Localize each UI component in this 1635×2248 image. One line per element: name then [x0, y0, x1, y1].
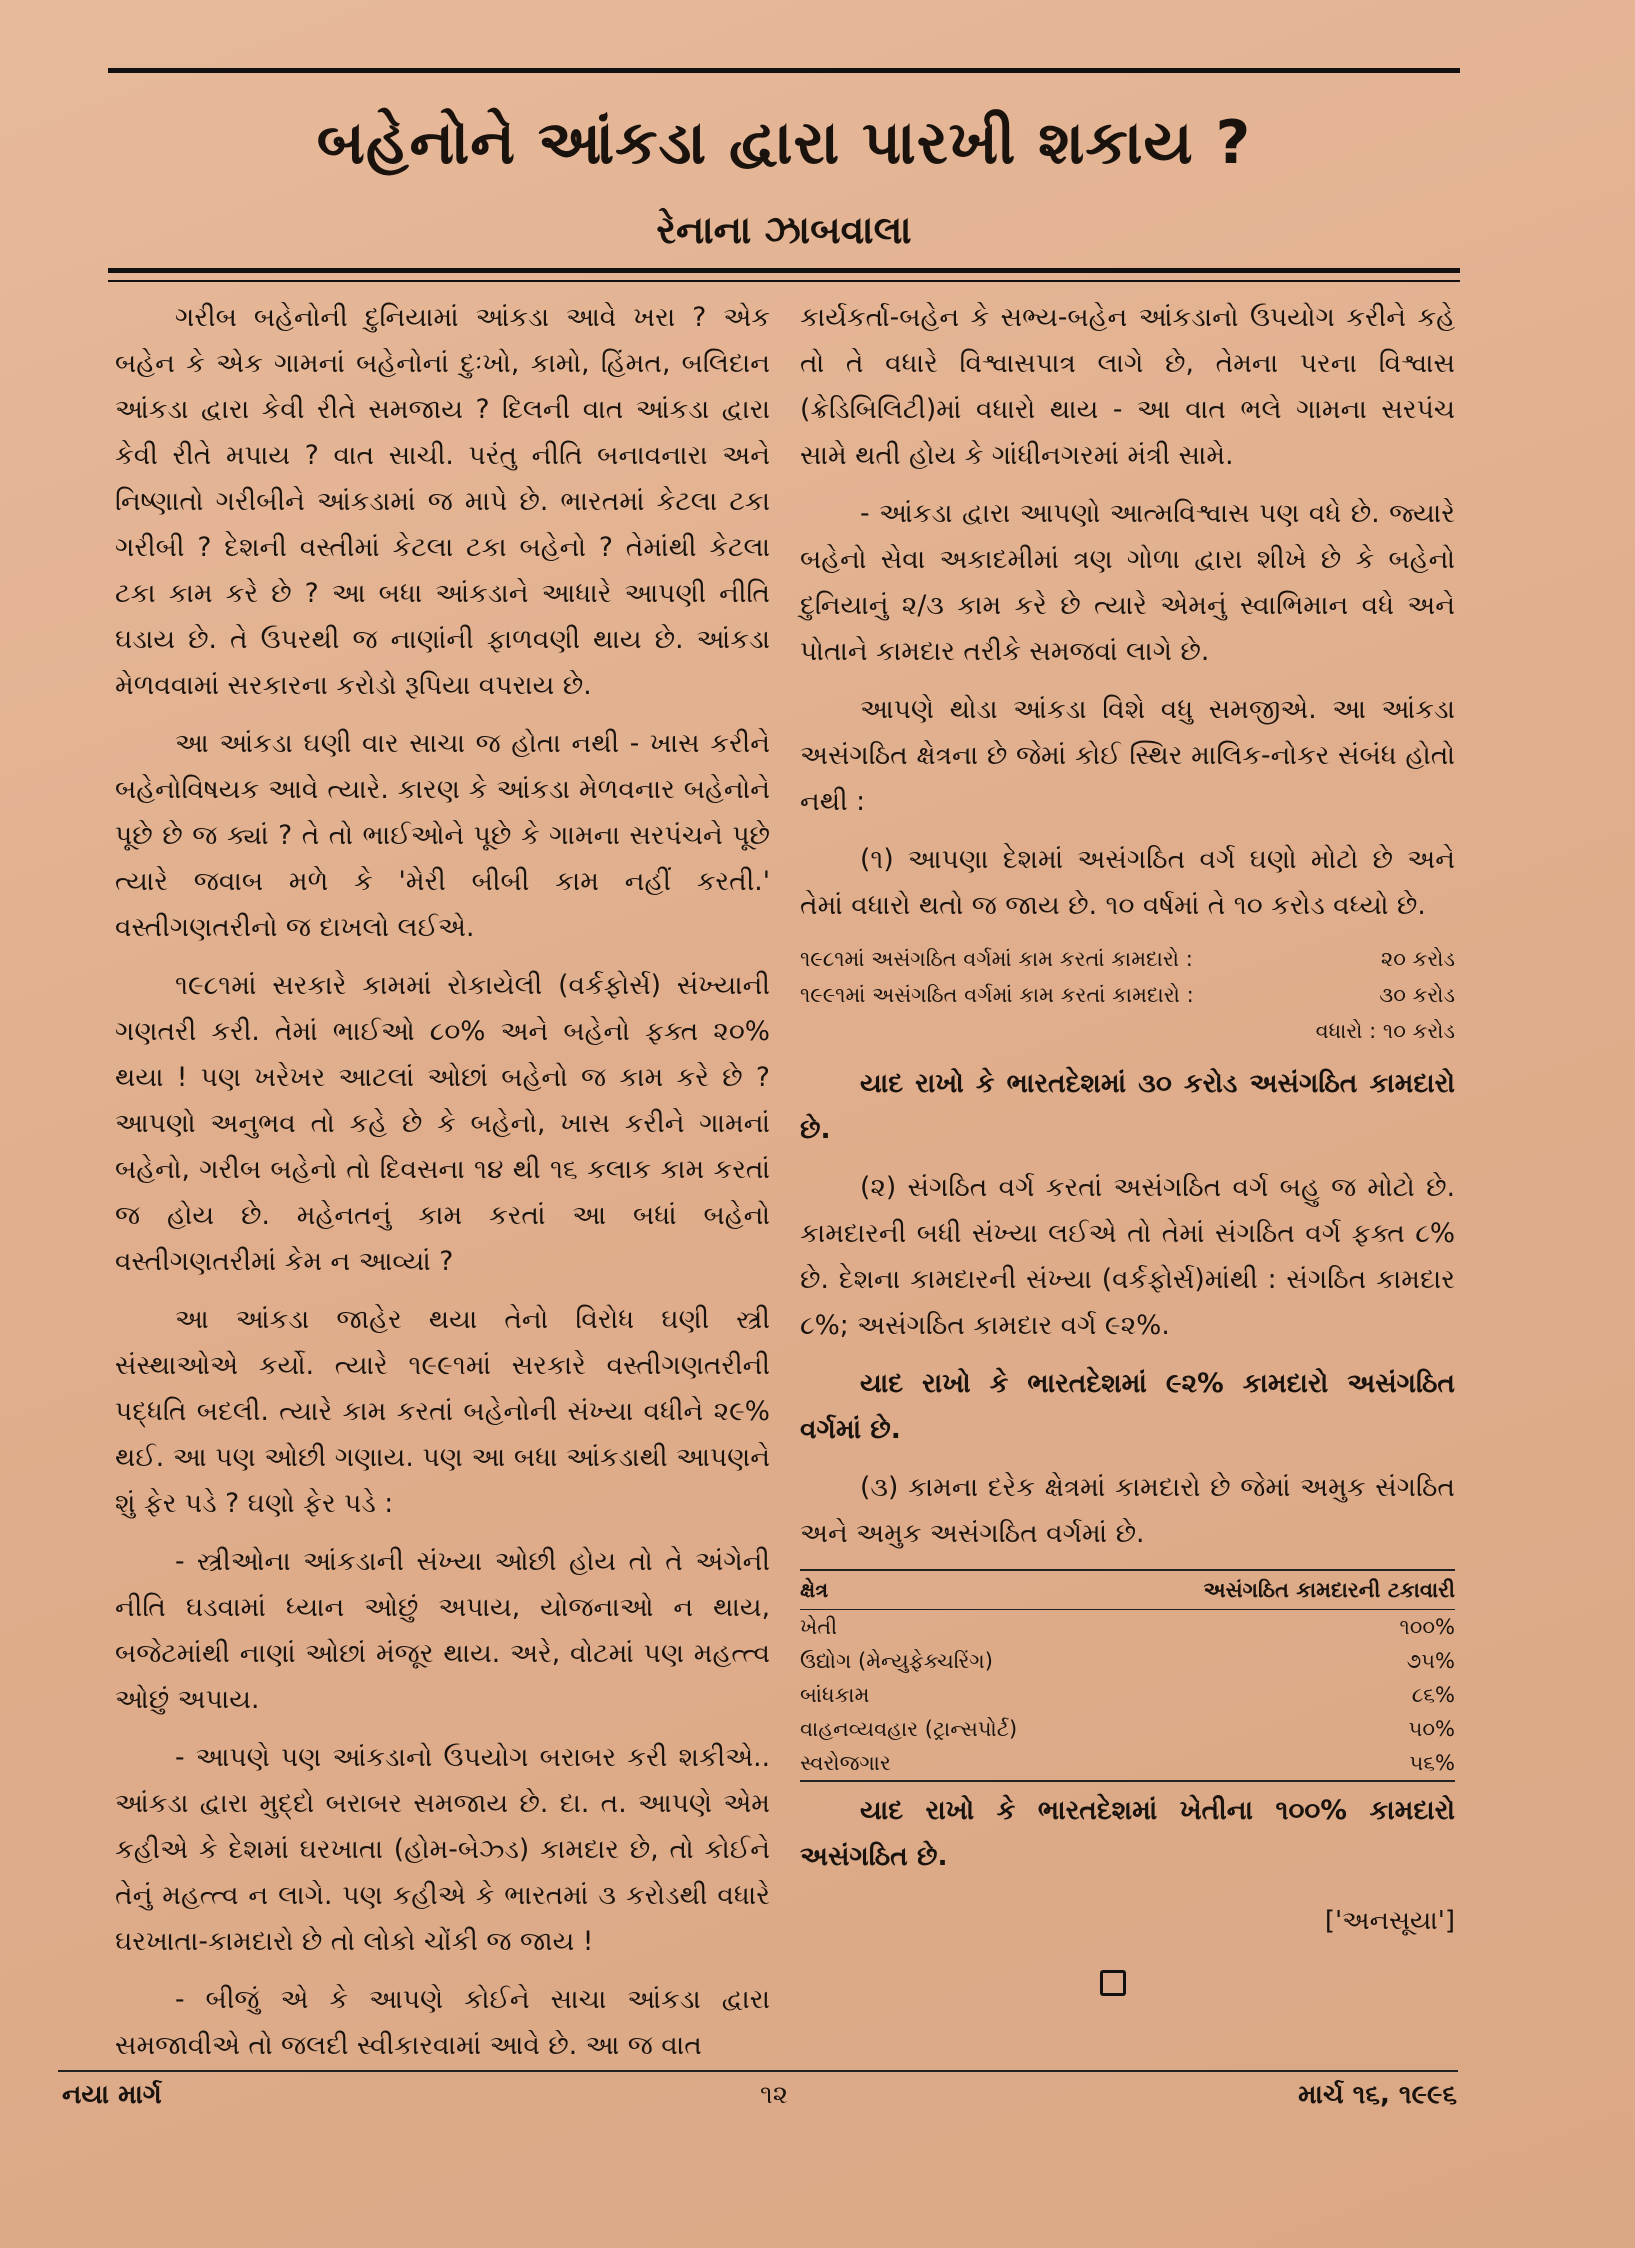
- table-cell-sector: બાંધકામ: [800, 1683, 870, 1707]
- source-credit: ['અનસૂયા']: [1324, 1906, 1455, 1936]
- table-row: [800, 1746, 1455, 1781]
- article-title: બહેનોને આંકડા દ્વારા પારખી શકાય ?: [316, 108, 1252, 178]
- footer-page-number: ૧૨: [760, 2080, 789, 2110]
- right-column: [800, 295, 1455, 1996]
- paragraph: (૩) કામના દરેક ક્ષેત્રમાં કામદારો છે જેમાં અમુક સંગઠિત અને અમુક અસંગઠિત વર્ગમાં છે.: [800, 1472, 1455, 1549]
- paragraph: - સ્ત્રીઓના આંકડાની સંખ્યા ઓછી હોય તો તે અંગેની નીતિ ઘડવામાં ધ્યાન ઓછું અપાય, યોજનાઓ ન થાય, બજેટમાંથી નાણાં ઓછાં મંજૂર થાય. અરે, વોટમાં પણ મહત્ત્વ ઓછું અપાય.: [115, 1546, 770, 1715]
- highlight-paragraph: યાદ રાખો કે ભારતદેશમાં ૩૦ કરોડ અસંગઠિત કામદારો છે.: [800, 1068, 1455, 1145]
- table-cell-sector: ખેતી: [800, 1615, 838, 1639]
- table-cell-value: ૮૬%: [1411, 1683, 1455, 1707]
- table-cell-value: ૧૦૦%: [1399, 1615, 1455, 1639]
- paragraph: આ આંકડા જાહેર થયા તેનો વિરોધ ઘણી સ્ત્રી સંસ્થાઓએ કર્યો. ત્યારે ૧૯૯૧માં સરકારે વસ્તીગણતરીની પદ્ધતિ બદલી. ત્યારે કામ કરતાં બહેનોની સંખ્યા વધીને ૨૯% થઈ. આ પણ ઓછી ગણાય. પણ આ બધા આંકડાથી આપણને શું ફેર પડે ? ઘણો ફેર પડે :: [115, 1304, 770, 1519]
- stat-label: ૧૯૯૧માં અસંગઠિત વર્ગમાં કામ કરતાં કામદારો :: [800, 983, 1194, 1007]
- table-row: [800, 1712, 1455, 1746]
- table-header-percent: અસંગઠિત કામદારની ટકાવારી: [1104, 1570, 1456, 1610]
- table-header-sector: ક્ષેત્ર: [800, 1570, 1104, 1610]
- article-author: રેનાના ઝાબવાલા: [656, 208, 912, 252]
- paragraph: કાર્યકર્તા-બહેન કે સભ્ય-બહેન આંકડાનો ઉપયોગ કરીને કહે તો તે વધારે વિશ્વાસપાત્ર લાગે છે, તેમના પરના વિશ્વાસ (ક્રેડિબિલિટી)માં વધારો થાય - આ વાત ભલે ગામના સરપંચ સામે થતી હોય કે ગાંધીનગરમાં મંત્રી સામે.: [800, 302, 1455, 471]
- table-cell-sector: ઉદ્યોગ (મેન્યુફેક્ચરિંગ): [800, 1649, 993, 1673]
- paragraph: - આપણે પણ આંકડાનો ઉપયોગ બરાબર કરી શકીએ.. આંકડા દ્વારા મુદ્દો બરાબર સમજાય છે. દા. ત. આપણે એમ કહીએ કે દેશમાં ઘરખાતા (હોમ-બેઝ્ડ) કામદાર છે, તો કોઈને તેનું મહત્ત્વ ન લાગે. પણ કહીએ કે ભારતમાં ૩ કરોડથી વધારે ઘરખાતા-કામદારો છે તો લોકો ચોંકી જ જાય !: [115, 1742, 770, 1957]
- table-cell-sector: સ્વરોજગાર: [800, 1746, 1104, 1781]
- stat-increase: વધારો : ૧૦ કરોડ: [1315, 1019, 1455, 1043]
- header-rule-thick: [108, 268, 1460, 273]
- stat-row-1991: [800, 977, 1455, 1013]
- stat-label: ૧૯૮૧માં અસંગઠિત વર્ગમાં કામ કરતાં કામદારો :: [800, 947, 1193, 971]
- paragraph: ગરીબ બહેનોની દુનિયામાં આંકડા આવે ખરા ? એક બહેન કે એક ગામનાં બહેનોનાં દુઃખો, કામો, હિંમત, બલિદાન આંકડા દ્વારા કેવી રીતે સમજાય ? દિલની વાત આંકડા દ્વારા કેવી રીતે મપાય ? વાત સાચી. પરંતુ નીતિ બનાવનારા અને નિષ્ણાતો ગરીબીને આંકડામાં જ માપે છે. ભારતમાં કેટલા ટકા ગરીબી ? દેશની વસ્તીમાં કેટલા ટકા બહેનો ? તેમાંથી કેટલા ટકા કામ કરે છે ? આ બધા આંકડાને આધારે આપણી નીતિ ઘડાય છે. તે ઉપરથી જ નાણાંની ફાળવણી થાય છે. આંકડા મેળવવામાં સરકારના કરોડો રૂપિયા વપરાય છે.: [115, 302, 770, 701]
- table-row: [800, 1644, 1455, 1678]
- table-cell-value: ૫૦%: [1408, 1717, 1455, 1741]
- sector-table: [800, 1569, 1455, 1782]
- table-row: [800, 1678, 1455, 1712]
- highlight-paragraph: યાદ રાખો કે ભારતદેશમાં ખેતીના ૧૦૦% કામદારો અસંગઠિત છે.: [800, 1795, 1455, 1872]
- paragraph: (૨) સંગઠિત વર્ગ કરતાં અસંગઠિત વર્ગ બહુ જ મોટો છે. કામદારની બધી સંખ્યા લઈએ તો તેમાં સંગઠિત વર્ગ ફક્ત ૮% છે. દેશના કામદારની સંખ્યા (વર્કફોર્સ)માંથી : સંગઠિત કામદાર ૮%; અસંગઠિત કામદાર વર્ગ ૯૨%.: [800, 1172, 1455, 1341]
- highlight-paragraph: યાદ રાખો કે ભારતદેશમાં ૯૨% કામદારો અસંગઠિત વર્ગમાં છે.: [800, 1368, 1455, 1445]
- table-cell-value: ૭૫%: [1406, 1649, 1455, 1673]
- paragraph: (૧) આપણા દેશમાં અસંગઠિત વર્ગ ઘણો મોટો છે અને તેમાં વધારો થતો જ જાય છે. ૧૦ વર્ષમાં તે ૧૦ કરોડ વધ્યો છે.: [800, 844, 1455, 921]
- top-rule: [108, 68, 1460, 73]
- left-column: [115, 295, 770, 2081]
- paragraph: આ આંકડા ઘણી વાર સાચા જ હોતા નથી - ખાસ કરીને બહેનોવિષયક આવે ત્યારે. કારણ કે આંકડા મેળવનાર બહેનોને પૂછે છે જ ક્યાં ? તે તો ભાઈઓને પૂછે કે ગામના સરપંચને પૂછે ત્યારે જવાબ મળે કે 'મેરી બીબી કામ નહીં કરતી.' વસ્તીગણતરીનો જ દાખલો લઈએ.: [115, 728, 770, 943]
- paragraph: આપણે થોડા આંકડા વિશે વધુ સમજીએ. આ આંકડા અસંગઠિત ક્ષેત્રના છે જેમાં કોઈ સ્થિર માલિક-નોકર સંબંધ હોતો નથી :: [800, 694, 1455, 817]
- header-rule-thin: [108, 280, 1460, 282]
- stat-row-1981: [800, 941, 1455, 977]
- footer-publication: નયા માર્ગ: [62, 2080, 162, 2110]
- paragraph: ૧૯૮૧માં સરકારે કામમાં રોકાયેલી (વર્કફોર્સ) સંખ્યાની ગણતરી કરી. તેમાં ભાઈઓ ૮૦% અને બહેનો ફક્ત ૨૦% થયા ! પણ ખરેખર આટલાં ઓછાં બહેનો જ કામ કરે છે ? આપણો અનુભવ તો કહે છે કે બહેનો, ખાસ કરીને ગામનાં બહેનો, ગરીબ બહેનો તો દિવસના ૧૪ થી ૧૬ કલાક કામ કરતાં જ હોય છે. મહેનતનું કામ કરતાં આ બધાં બહેનો વસ્તીગણતરીમાં કેમ ન આવ્યાં ?: [115, 970, 770, 1277]
- footer-rule: [58, 2070, 1458, 2072]
- table-cell-sector: વાહનવ્યવહાર (ટ્રાન્સપોર્ટ): [800, 1717, 1018, 1741]
- stat-value: ૩૦ કરોડ: [1379, 983, 1455, 1007]
- table-row: [800, 1610, 1455, 1645]
- paragraph: - બીજું એ કે આપણે કોઈને સાચા આંકડા દ્વારા સમજાવીએ તો જલદી સ્વીકારવામાં આવે છે. આ જ વાત: [115, 1984, 770, 2061]
- table-cell-value: ૫૬%: [1104, 1746, 1456, 1781]
- paragraph: - આંકડા દ્વારા આપણો આત્મવિશ્વાસ પણ વધે છે. જ્યારે બહેનો સેવા અકાદમીમાં ત્રણ ગોળા દ્વારા શીખે છે કે બહેનો દુનિયાનું ૨/૩ કામ કરે છે ત્યારે એમનું સ્વાભિમાન વધે અને પોતાને કામદાર તરીકે સમજવાં લાગે છે.: [800, 498, 1455, 667]
- stat-value: ૨૦ કરોડ: [1380, 947, 1455, 971]
- footer-date: માર્ચ ૧૬, ૧૯૯૬: [1298, 2080, 1457, 2110]
- end-mark-icon: [1100, 1970, 1126, 1996]
